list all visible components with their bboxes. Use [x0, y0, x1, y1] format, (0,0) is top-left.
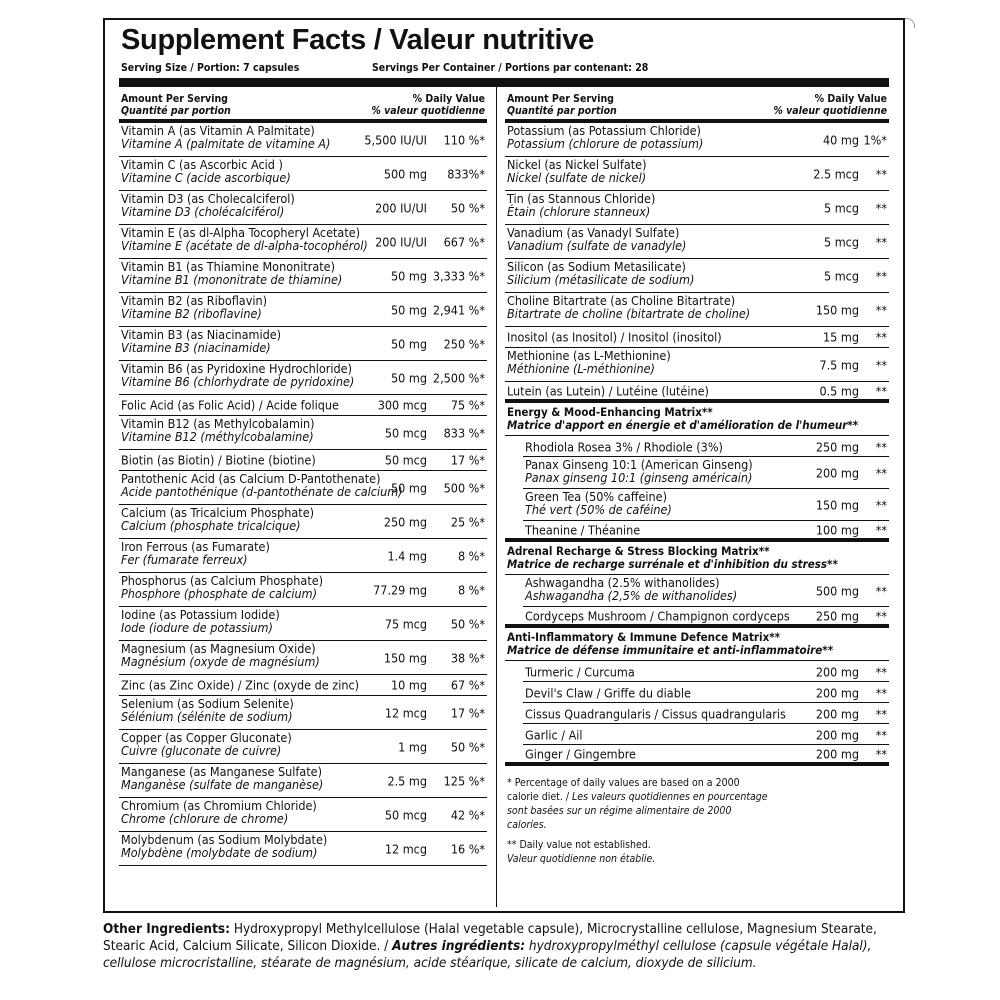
- nutrient-name-en: Vitamin B3 (as Niacinamide): [121, 327, 282, 342]
- nutrient-name-en: Calcium (as Tricalcium Phosphate): [121, 505, 315, 520]
- nutrient-amount: 5 mcg: [823, 234, 859, 249]
- nutrient-row: [505, 327, 889, 348]
- panel-title: Supplement Facts / Valeur nutritive: [121, 24, 594, 56]
- nutrient-name-fr: Manganèse (sulfate de manganèse): [121, 777, 324, 792]
- nutrient-name-en: Zinc (as Zinc Oxide) / Zinc (oxyde de zinc): [121, 677, 360, 693]
- matrix-header: [505, 542, 889, 575]
- nutrient-daily-value: **: [875, 608, 887, 623]
- nutrient-daily-value: **: [875, 166, 887, 181]
- nutrient-row: [119, 259, 487, 293]
- footnote-daily-value-fr: Les valeurs quotidiennes en pourcentage sont basées sur un régime alimentaire de 2000 calories.: [507, 791, 768, 831]
- nutrient-amount: 200 mg: [815, 746, 859, 761]
- nutrient-row: [505, 348, 889, 382]
- nutrient-daily-value: 667 %*: [443, 234, 485, 249]
- nutrient-daily-value: 500 %*: [443, 480, 485, 495]
- right-column-header: [505, 87, 889, 123]
- nutrient-row: [505, 191, 889, 225]
- right-column: [505, 87, 889, 872]
- nutrient-name-en: Vitamin B2 (as Riboflavin): [121, 293, 267, 308]
- nutrient-name-en: Iron Ferrous (as Fumarate): [121, 539, 270, 554]
- nutrient-row: [119, 395, 487, 416]
- nutrient-row: [119, 157, 487, 191]
- nutrient-amount: 50 mg: [391, 370, 427, 385]
- nutrient-name-en: Selenium (as Sodium Selenite): [121, 696, 294, 711]
- nutrient-row: [119, 641, 487, 675]
- nutrient-name: [121, 540, 270, 566]
- nutrient-amount: 50 mcg: [384, 452, 427, 468]
- nutrient-name-en: Magnesium (as Magnesium Oxide): [121, 641, 316, 656]
- nutrient-name-fr: Sélénium (sélénite de sodium): [121, 709, 293, 724]
- nutrient-name-fr: Vanadium (sulfate de vanadyle): [507, 238, 687, 253]
- nutrient-daily-value: **: [875, 685, 887, 700]
- nutrient-name: [121, 574, 323, 600]
- nutrient-row: [505, 703, 889, 724]
- nutrient-daily-value: **: [875, 465, 887, 481]
- nutrient-amount: 40 mg: [823, 132, 859, 147]
- nutrient-amount: 200 mg: [815, 685, 859, 700]
- nutrient-row: [119, 450, 487, 471]
- nutrient-daily-value: 833%*: [447, 166, 485, 181]
- nutrient-name-en: Potassium (as Potassium Chloride): [507, 123, 701, 138]
- nutrient-daily-value: 17 %*: [450, 452, 485, 468]
- nutrient-name-en: Rhodiola Rosea 3% / Rhodiole (3%): [525, 439, 723, 454]
- serving-size: Serving Size / Portion: 7 capsules: [121, 62, 300, 74]
- nutrient-name-en: Devil's Claw / Griffe du diable: [525, 685, 691, 700]
- matrix-header: [505, 403, 889, 436]
- nutrient-row: [119, 225, 487, 259]
- nutrient-amount: 200 IU/UI: [375, 234, 427, 249]
- footnote-daily-value-en: * Percentage of daily values are based on a 2000 calorie diet. /: [507, 777, 740, 803]
- nutrient-amount: 10 mg: [391, 677, 427, 693]
- nutrient-name: [121, 506, 314, 532]
- nutrient-daily-value: 250 %*: [443, 336, 485, 351]
- nutrient-name: [121, 226, 368, 252]
- nutrient-row: [119, 416, 487, 450]
- nutrient-name: [121, 697, 294, 723]
- nutrient-name: [507, 158, 646, 184]
- nutrient-name: [121, 158, 291, 184]
- nutrient-name-fr: Vitamine A (palmitate de vitamine A): [121, 136, 331, 151]
- footnote-daily-value: [507, 776, 773, 832]
- nutrient-name-en: Ginger / Gingembre: [525, 746, 636, 761]
- nutrient-name: [525, 686, 691, 699]
- nutrient-name: [525, 490, 672, 516]
- serving-info: [121, 62, 887, 76]
- dv-header-en: % Daily Value: [814, 93, 887, 105]
- nutrient-name-en: Tin (as Stannous Chloride): [507, 191, 656, 206]
- nutrient-daily-value: **: [875, 727, 887, 742]
- nutrient-daily-value: **: [875, 200, 887, 215]
- nutrient-name-fr: Bitartrate de choline (bitartrate de choline): [507, 306, 751, 321]
- nutrient-name-en: Silicon (as Sodium Metasilicate): [507, 259, 686, 274]
- nutrient-name-en: Vitamin B6 (as Pyridoxine Hydrochloride): [121, 361, 352, 376]
- nutrient-name-fr: Vitamine B12 (méthylcobalamine): [121, 429, 314, 444]
- nutrient-amount: 1 mg: [398, 739, 427, 754]
- nutrient-row: [119, 696, 487, 730]
- nutrient-daily-value: **: [875, 664, 887, 679]
- nutrient-daily-value: 75 %*: [450, 397, 485, 413]
- other-ingredients-label-fr: Autres ingrédients:: [392, 938, 526, 954]
- nutrient-amount: 500 mg: [383, 166, 427, 181]
- nutrient-row: [505, 607, 889, 628]
- nutrient-name: [121, 294, 267, 320]
- nutrient-name-fr: Étain (chlorure stanneux): [507, 204, 651, 219]
- other-ingredients-text-fr: hydroxypropylméthyl cellulose (capsule végétale Halal), cellulose microcristalline, stéarate de magnésium, acide stéarique, silicate de calcium, dioxyde de silicium.: [103, 938, 872, 971]
- nutrient-amount: 50 mg: [391, 268, 427, 283]
- nutrient-row: [119, 573, 487, 607]
- nutrient-name: [525, 728, 583, 741]
- nutrient-name-fr: Silicium (métasilicate de sodium): [507, 272, 695, 287]
- nutrient-row: [119, 471, 487, 505]
- nutrient-row: [119, 361, 487, 395]
- nutrient-name: [525, 576, 737, 602]
- nutrient-row: [505, 436, 889, 457]
- nutrient-amount: 2.5 mg: [387, 773, 427, 788]
- nutrient-name: [507, 294, 750, 320]
- nutrient-name-en: Molybdenum (as Sodium Molybdate): [121, 832, 328, 847]
- nutrient-amount: 50 mg: [391, 336, 427, 351]
- nutrient-row: [119, 730, 487, 764]
- nutrient-name-en: Green Tea (50% caffeine): [525, 489, 667, 504]
- nutrient-name: [525, 747, 636, 760]
- nutrient-name-en: Garlic / Ail: [525, 727, 583, 742]
- nutrient-amount: 50 mcg: [384, 425, 427, 440]
- nutrient-amount: 2.5 mcg: [813, 166, 859, 181]
- nutrient-daily-value: 110 %*: [443, 132, 485, 147]
- nutrient-amount: 50 mg: [391, 302, 427, 317]
- nutrient-name: [507, 331, 722, 344]
- nutrient-row: [119, 798, 487, 832]
- nutrient-name-fr: Vitamine B2 (riboflavine): [121, 306, 262, 321]
- nutrient-name-en: Biotin (as Biotin) / Biotine (biotine): [121, 452, 316, 468]
- nutrient-daily-value: 25 %*: [450, 514, 485, 529]
- nutrient-name-en: Cordyceps Mushroom / Champignon cordyceps: [525, 608, 790, 623]
- nutrient-name: [121, 608, 280, 634]
- nutrient-name-fr: Vitamine E (acétate de dl-alpha-tocophérol): [121, 238, 368, 253]
- nutrient-name-fr: Thé vert (50% de caféine): [525, 502, 672, 517]
- nutrient-daily-value: **: [875, 302, 887, 317]
- nutrient-name-fr: Calcium (phosphate tricalcique): [121, 518, 301, 533]
- nutrient-name-en: Vitamin B12 (as Methylcobalamin): [121, 416, 315, 431]
- nutrient-name-en: Ashwagandha (2.5% withanolides): [525, 575, 720, 590]
- nutrient-daily-value: **: [875, 583, 887, 599]
- nutrient-name-en: Choline Bitartrate (as Choline Bitartrate): [507, 293, 736, 308]
- nutrient-name: [121, 642, 320, 668]
- nutrient-daily-value: **: [875, 497, 887, 513]
- nutrient-name-en: Manganese (as Manganese Sulfate): [121, 764, 322, 779]
- nutrient-daily-value: 50 %*: [450, 616, 485, 631]
- nutrient-amount: 150 mg: [815, 302, 859, 317]
- nutrient-name: [507, 124, 703, 150]
- nutrient-name: [525, 707, 786, 720]
- nutrient-name-fr: Vitamine B6 (chlorhydrate de pyridoxine): [121, 374, 355, 389]
- nutrient-row: [505, 682, 889, 703]
- nutrient-name: [507, 226, 686, 252]
- nutrient-daily-value: 67 %*: [450, 677, 485, 693]
- nutrient-daily-value: **: [875, 439, 887, 454]
- footnote-not-established-fr: Valeur quotidienne non établie.: [507, 853, 656, 865]
- nutrient-daily-value: **: [875, 329, 887, 345]
- nutrient-name-fr: Vitamine C (acide ascorbique): [121, 170, 291, 185]
- nutrient-row: [505, 745, 889, 766]
- nutrient-amount: 1.4 mg: [387, 548, 427, 563]
- nutrient-amount: 5 mcg: [823, 200, 859, 215]
- dv-header-fr: % valeur quotidienne: [371, 105, 485, 117]
- nutrient-name-fr: Cuivre (gluconate de cuivre): [121, 743, 282, 758]
- nutrient-row: [119, 123, 487, 157]
- nutrient-name-en: Vitamin B1 (as Thiamine Mononitrate): [121, 259, 335, 274]
- nutrient-amount: 100 mg: [815, 522, 859, 537]
- nutrient-name: [525, 609, 790, 622]
- nutrient-row: [505, 293, 889, 327]
- nutrient-row: [119, 293, 487, 327]
- nutrient-amount: 500 mg: [815, 583, 859, 599]
- servings-per-container: Servings Per Container / Portions par contenant: 28: [372, 62, 649, 74]
- nutrient-daily-value: 38 %*: [450, 650, 485, 665]
- nutrient-name-fr: Chrome (chlorure de chrome): [121, 811, 289, 826]
- nutrient-daily-value: 8 %*: [457, 582, 485, 597]
- nutrient-daily-value: **: [875, 522, 887, 537]
- nutrient-name-fr: Phosphore (phosphate de calcium): [121, 586, 317, 601]
- nutrient-name: [507, 384, 709, 397]
- matrix-title-fr: Matrice de recharge surrénale et d'inhibition du stress**: [507, 557, 838, 571]
- nutrient-name: [121, 192, 295, 218]
- nutrient-name-en: Vitamin C (as Ascorbic Acid ): [121, 157, 283, 172]
- nutrient-row: [119, 607, 487, 641]
- nutrient-daily-value: 42 %*: [450, 807, 485, 822]
- dv-header-en: % Daily Value: [412, 93, 485, 105]
- other-ingredients-text-en: Hydroxypropyl Methylcellulose (Halal vegetable capsule), Microcrystalline cellulose, Magnesium Stearate, Stearic Acid, Calcium Silicate, Silicon Dioxide. /: [103, 921, 877, 954]
- nutrient-daily-value: 125 %*: [443, 773, 485, 788]
- nutrient-row: [505, 724, 889, 745]
- footnote-not-established-en: ** Daily value not established.: [507, 839, 651, 851]
- nutrient-name-en: Pantothenic Acid (as Calcium D-Pantothenate): [121, 471, 381, 486]
- left-column-header: [119, 87, 487, 123]
- nutrient-name: [525, 523, 640, 536]
- nutrient-name-fr: Panax ginseng 10:1 (ginseng américain): [525, 470, 753, 485]
- nutrient-name: [121, 362, 354, 388]
- dv-header-fr: % valeur quotidienne: [773, 105, 887, 117]
- footnotes: [505, 766, 775, 866]
- amount-header-en: Amount Per Serving: [121, 93, 228, 105]
- nutrient-row: [505, 123, 889, 157]
- nutrient-amount: 12 mcg: [384, 705, 427, 720]
- nutrient-daily-value: **: [875, 746, 887, 761]
- nutrient-amount: 200 mg: [815, 664, 859, 679]
- nutrient-name-en: Phosphorus (as Calcium Phosphate): [121, 573, 324, 588]
- nutrient-name: [525, 665, 635, 678]
- nutrient-daily-value: 8 %*: [457, 548, 485, 563]
- nutrient-amount: 7.5 mg: [819, 357, 859, 372]
- nutrient-amount: 5 mcg: [823, 268, 859, 283]
- nutrient-daily-value: **: [875, 357, 887, 372]
- nutrient-name-fr: Iode (iodure de potassium): [121, 620, 273, 635]
- nutrient-amount: 50 mg: [391, 480, 427, 495]
- nutrient-row: [505, 521, 889, 542]
- nutrient-daily-value: **: [875, 383, 887, 398]
- nutrient-amount: 250 mg: [815, 608, 859, 623]
- thick-rule: [119, 78, 889, 87]
- nutrient-name-fr: Vitamine B1 (mononitrate de thiamine): [121, 272, 343, 287]
- nutrient-name-en: Theanine / Théanine: [525, 522, 641, 537]
- nutrient-row: [119, 832, 487, 866]
- nutrient-daily-value: 833 %*: [443, 425, 485, 440]
- nutrient-amount: 12 mcg: [384, 841, 427, 856]
- nutrient-amount: 75 mcg: [384, 616, 427, 631]
- nutrient-row: [505, 661, 889, 682]
- amount-header-fr: Quantité par portion: [121, 105, 231, 117]
- nutrient-daily-value: **: [875, 234, 887, 249]
- nutrient-amount: 250 mg: [383, 514, 427, 529]
- nutrient-daily-value: 2,941 %*: [432, 302, 485, 317]
- nutrient-row: [505, 259, 889, 293]
- matrix-title-en: Adrenal Recharge & Stress Blocking Matrix**: [507, 544, 770, 558]
- nutrient-name-en: Vanadium (as Vanadyl Sulfate): [507, 225, 680, 240]
- nutrient-daily-value: 1%*: [863, 132, 887, 147]
- nutrient-daily-value: **: [875, 706, 887, 721]
- nutrient-amount: 77.29 mg: [373, 582, 427, 597]
- footnote-not-established: [507, 838, 773, 866]
- nutrient-name-fr: Vitamine D3 (cholécalciférol): [121, 204, 285, 219]
- nutrient-name-fr: Acide pantothénique (d-pantothénate de calcium): [121, 484, 403, 499]
- nutrient-name: [121, 260, 342, 286]
- matrix-title-en: Energy & Mood-Enhancing Matrix**: [507, 405, 713, 419]
- supplement-facts-panel: [103, 18, 905, 913]
- nutrient-daily-value: 3,333 %*: [432, 268, 485, 283]
- nutrient-name-fr: Méthionine (L-méthionine): [507, 361, 655, 376]
- nutrient-daily-value: 17 %*: [450, 705, 485, 720]
- nutrient-name-en: Methionine (as L-Methionine): [507, 348, 671, 363]
- nutrient-name-en: Cissus Quadrangularis / Cissus quadrangularis: [525, 706, 786, 721]
- nutrient-amount: 50 mcg: [384, 807, 427, 822]
- nutrient-name: [525, 458, 753, 484]
- nutrient-name-en: Iodine (as Potassium Iodide): [121, 607, 280, 622]
- nutrient-amount: 150 mg: [815, 497, 859, 513]
- nutrient-amount: 5,500 IU/UI: [364, 132, 427, 147]
- nutrient-row: [505, 489, 889, 521]
- nutrient-name-en: Copper (as Copper Gluconate): [121, 730, 292, 745]
- nutrient-name-fr: Ashwagandha (2,5% de withanolides): [525, 588, 738, 603]
- nutrient-name-en: Nickel (as Nickel Sulfate): [507, 157, 647, 172]
- nutrient-row: [119, 191, 487, 225]
- nutrient-name-en: Vitamin A (as Vitamin A Palmitate): [121, 123, 315, 138]
- nutrient-name: [507, 349, 671, 375]
- nutrient-name: [121, 799, 317, 825]
- nutrient-row: [119, 539, 487, 573]
- nutrient-name-fr: Vitamine B3 (niacinamide): [121, 340, 271, 355]
- nutrient-name: [525, 440, 723, 453]
- nutrient-daily-value: **: [875, 268, 887, 283]
- nutrient-amount: 200 mg: [815, 727, 859, 742]
- nutrient-name-en: Folic Acid (as Folic Acid) / Acide folique: [121, 397, 339, 413]
- nutrient-amount: 200 mg: [815, 706, 859, 721]
- nutrient-name: [121, 472, 403, 498]
- left-column: [119, 87, 487, 866]
- nutrient-name-en: Vitamin D3 (as Cholecalciferol): [121, 191, 295, 206]
- nutrient-row: [119, 675, 487, 696]
- nutrient-name: [507, 192, 655, 218]
- nutrient-name: [121, 833, 327, 859]
- nutrient-name-en: Chromium (as Chromium Chloride): [121, 798, 317, 813]
- nutrient-row: [505, 225, 889, 259]
- nutrient-amount: 0.5 mg: [819, 383, 859, 398]
- nutrient-name-fr: Potassium (chlorure de potassium): [507, 136, 704, 151]
- nutrient-amount: 150 mg: [383, 650, 427, 665]
- nutrient-name: [121, 124, 330, 150]
- nutrient-name-fr: Nickel (sulfate de nickel): [507, 170, 647, 185]
- nutrient-name: [121, 731, 292, 757]
- matrix-header: [505, 628, 889, 661]
- nutrient-row: [119, 505, 487, 539]
- nutrient-amount: 15 mg: [823, 329, 859, 345]
- nutrient-name: [121, 399, 339, 412]
- nutrient-daily-value: 50 %*: [450, 739, 485, 754]
- amount-header-en: Amount Per Serving: [507, 93, 614, 105]
- nutrient-amount: 250 mg: [815, 439, 859, 454]
- nutrient-name-en: Turmeric / Curcuma: [525, 664, 635, 679]
- nutrient-name: [121, 765, 323, 791]
- matrix-title-fr: Matrice de défense immunitaire et anti-inflammatoire**: [507, 643, 834, 657]
- nutrient-row: [505, 457, 889, 489]
- nutrient-daily-value: 16 %*: [450, 841, 485, 856]
- matrix-title-en: Anti-Inflammatory & Immune Defence Matrix**: [507, 630, 781, 644]
- nutrient-row: [505, 382, 889, 403]
- other-ingredients-label-en: Other Ingredients:: [103, 921, 230, 937]
- nutrient-name-en: Panax Ginseng 10:1 (American Ginseng): [525, 457, 753, 472]
- nutrient-name: [121, 454, 316, 467]
- column-divider: [496, 87, 497, 907]
- nutrient-name: [121, 417, 315, 443]
- nutrient-amount: 200 IU/UI: [375, 200, 427, 215]
- nutrient-name-fr: Fer (fumarate ferreux): [121, 552, 248, 567]
- nutrient-name-fr: Molybdène (molybdate de sodium): [121, 845, 318, 860]
- nutrient-name-en: Vitamin E (as dl-Alpha Tocopheryl Acetate): [121, 225, 361, 240]
- amount-header-fr: Quantité par portion: [507, 105, 617, 117]
- nutrient-row: [119, 327, 487, 361]
- nutrient-name: [121, 328, 281, 354]
- other-ingredients: [103, 921, 913, 972]
- nutrient-name: [121, 679, 359, 692]
- nutrient-row: [505, 575, 889, 607]
- nutrient-name-en: Inositol (as Inositol) / Inositol (inositol): [507, 329, 722, 345]
- nutrient-amount: 300 mcg: [377, 397, 427, 413]
- nutrient-daily-value: 2,500 %*: [432, 370, 485, 385]
- nutrient-row: [505, 157, 889, 191]
- nutrient-name-fr: Magnésium (oxyde de magnésium): [121, 654, 320, 669]
- nutrient-daily-value: 50 %*: [450, 200, 485, 215]
- matrix-title-fr: Matrice d'apport en énergie et d'amélioration de l'humeur**: [507, 418, 859, 432]
- nutrient-row: [119, 764, 487, 798]
- nutrient-name-en: Lutein (as Lutein) / Lutéine (lutéine): [507, 383, 709, 398]
- nutrient-name: [507, 260, 694, 286]
- page-corner: [905, 18, 915, 28]
- nutrient-amount: 200 mg: [815, 465, 859, 481]
